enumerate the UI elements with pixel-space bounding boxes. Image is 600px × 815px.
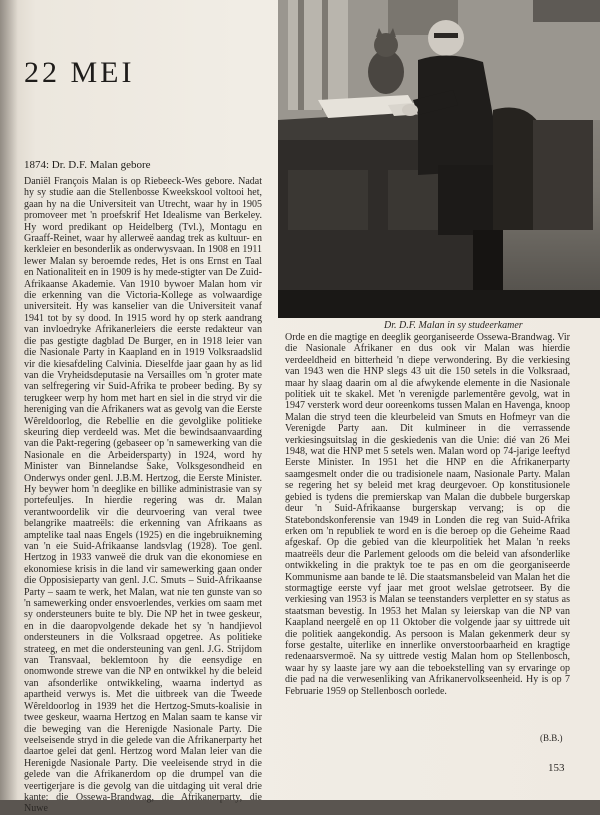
photo-malan-study: [278, 0, 600, 318]
author-signature: (B.B.): [540, 733, 563, 743]
article-heading: 1874: Dr. D.F. Malan gebore: [24, 159, 151, 171]
right-column-text: Orde en die magtige en deeglik georganiseerde Ossewa-Brandwag. Vir die Nasionale Afrikaner en dus ook vir Malan was hierdie verdeeldheid en bitterheid 'n diepe verwondering. By die verkiesing van 1943 wen die HNP slegs 43 uit die 150 setels in die Volksraad, maar hy slaag daarin om al die afwykende elemente in die Nasionale politiek uit te skakel. Met 'n verenigde parlementêre gevolg, wat in 1947 versterk word deur ooreenkoms tussen Malan en Havenga, knoop Malan die stryd teen die kleurbeleid van Smuts en Hofmeyr van die Verenigde Party aan. Dit kulmineer in die verrassende verkiesingsuitslag in die geskiedenis van die Unie: dié van 26 Mei 1948, wat die HNP met 5 setels wen. Malan word op 74-jarige leeftyd Eerste Minister. In 1951 het die HNP en die Afrikanerparty saamgesmelt onder die ou tradisionele naam, Nasionale Party. Malan se regering het sy beleid met krag deurgevoer. Op konstitusionele gebied is tydens die premierskap van Malan die dubbele burgerskap deur 'n Suid-Afrikaanse burgerskap vervang; is op die Statebondskonferensie van 1949 in Londen die reg van Suid-Afrika erken om 'n republiek te word en is die beroep op die Geheime Raad afgeskaf. Op die gebied van die kleurpolitiek het Malan 'n reeks maatreëls deur die Parlement geloods om die beleid van afsonderlike ontwikkeling in die praktyk toe te pas en om die georganiseerde Kommunisme aan bande te lê. Die staatsmansbeleid van Malan het die stormagtige eerste vyf jaar met groot welslae getrotseer. By die verkiesing van 1953 is Malan se teenstanders verpletter en sy status as staatsman bevestig. In 1953 het Malan sy leierskap van die NP van Kaapland neergelê en op 11 Oktober die volgende jaar sy uittrede uit die politiek aangekondig. As persoon is Malan gekenmerk deur sy forse gestalte, uiterlike en innerlike onverstoorbaarheid en kragtige redenaarsvermoë. Na sy uittrede vestig Malan hom op Stellenbosch, waar hy sy laaste jare wy aan die teboekstelling van sy ervaringe op die pad na die verwesenliking van Afrikanervolkseenheid. Hy is op 7 Februarie 1959 op Stellenbosch oorlede.: [285, 332, 570, 697]
left-column-text: Daniël François Malan is op Riebeeck-Wes gebore. Nadat hy sy studie aan die Stellenbosse Kweekskool voltooi het, gaan hy na die Universiteit van Utrecht, waar hy in 1905 promoveer met 'n proefskrif Het Idealisme van Berkeley. Hy word predikant op Heidelberg (Tvl.), Montagu en Graaff-Reinet, waar hy allerweë aandag trek as kultuur- en kerkleier en besonderlik as onderwysvaan. In 1908 en 1911 lewer Malan sy beroemde redes, Het is ons Ernst en Taal en Nationaliteit en in 1909 is hy mede-stigter van De Zuid-Afrikaanse Akademie. Van 1910 bywoer Malan hom vir die erkenning van die Victoria-Kollege as volwaardige universiteit. Hy was kanselier van die Universiteit vanaf 1941 tot by sy dood. In 1915 word hy op sterk aandrang van invloedryke Afrikanerleiers die eerste redakteur van die pas gestigte dagblad De Burger, en in 1918 leier van die Nasionale Party in Kaapland en in 1919 Volksraadslid vir die kiesafdeling Calvinia. Dieselfde jaar gaan hy as lid van die Vryheidsdeputasie na Versailles om 'n groter mate van selfregering vir Suid-Afrika te probeer beding. By sy terugkeer werp hy hom met hart en siel in die stryd vir die hereniging van die Afrikaners wat as gevolg van die Eerste Wêreldoorlog, die Rebellie en die gevolglike politieke skeuring diep verdeeld was. Met die bewindsaanvaarding van die Pakt-regering (gebaseer op 'n samewerking van die Nasionale en die Arbeidersparty) in 1924, word hy Minister van Binnelandse Sake, Volksgesondheid en Onderwys onder genl. J.B.M. Hertzog, die Eerste Minister. Hy beywer hom 'n deeglike en billike administrasie van sy portefeuljes. In hierdie regering was dr. Malan verantwoordelik vir die deurvoering van veral twee belangrike maatreëls: die erkenning van Afrikaans as amptelike taal naas Engels (1925) en die ingebruikneming van 'n eie Suid-Afrikaanse landsvlag (1928). Toe genl. Hertzog in 1933 vanweë die druk van die ekonomiese en ekonomiese krisis in die land vir samewerking gaan onder die Opposisieparty van genl. J.C. Smuts – Suid-Afrikaanse Party – saam te werk, het Malan, wat nie ten gunste van so 'n samewerking onder ensvoerlendes, verkies om saam met sy ondersteuners buite te bly. Die NP het in twee geskeur, en in die daaropvolgende dekade het sy 'n handjievol ondersteuners in die Volksraad opgetree. As politieke strateeg, en met die ondersteuning van genl. J.G. Strijdom van Transvaal, beklemtoon hy die eensydige en onomwonde strewe van die NP en ontwikkel hy die beleid van afsonderlike ontwikkeling, waarna indertyd as apartheid verwys is. Met die uitbreek van die Tweede Wêreldoorlog in 1939 het die Hertzog-Smuts-koalisie in twee geskeur, waarna Hertzog en Malan saam te kanse vir die beweging van die Herenigde Nasionale Party. Die veelseisende stryd in die gelede van die Afrikanerparty het daartoe gelei dat genl. Hertzog word Malan leier van die Herenigde Nasionale Party. Die veeleisende stryd in die gelede van die Afrikanerdom op die drumpel van die veertigerjare is die gevolg van die uitdaging uit veral drie kante: die Ossewa-Brandwag, die Afrikanerparty, die Nuwe: [24, 176, 262, 815]
photo-illustration: [278, 0, 600, 318]
page-title: 22 MEI: [24, 56, 135, 90]
photo-caption: Dr. D.F. Malan in sy studeerkamer: [384, 320, 523, 331]
article-left-column: [24, 159, 262, 815]
spine-shadow: [0, 0, 18, 800]
article-right-column: [285, 332, 570, 697]
page-number: 153: [548, 762, 565, 774]
